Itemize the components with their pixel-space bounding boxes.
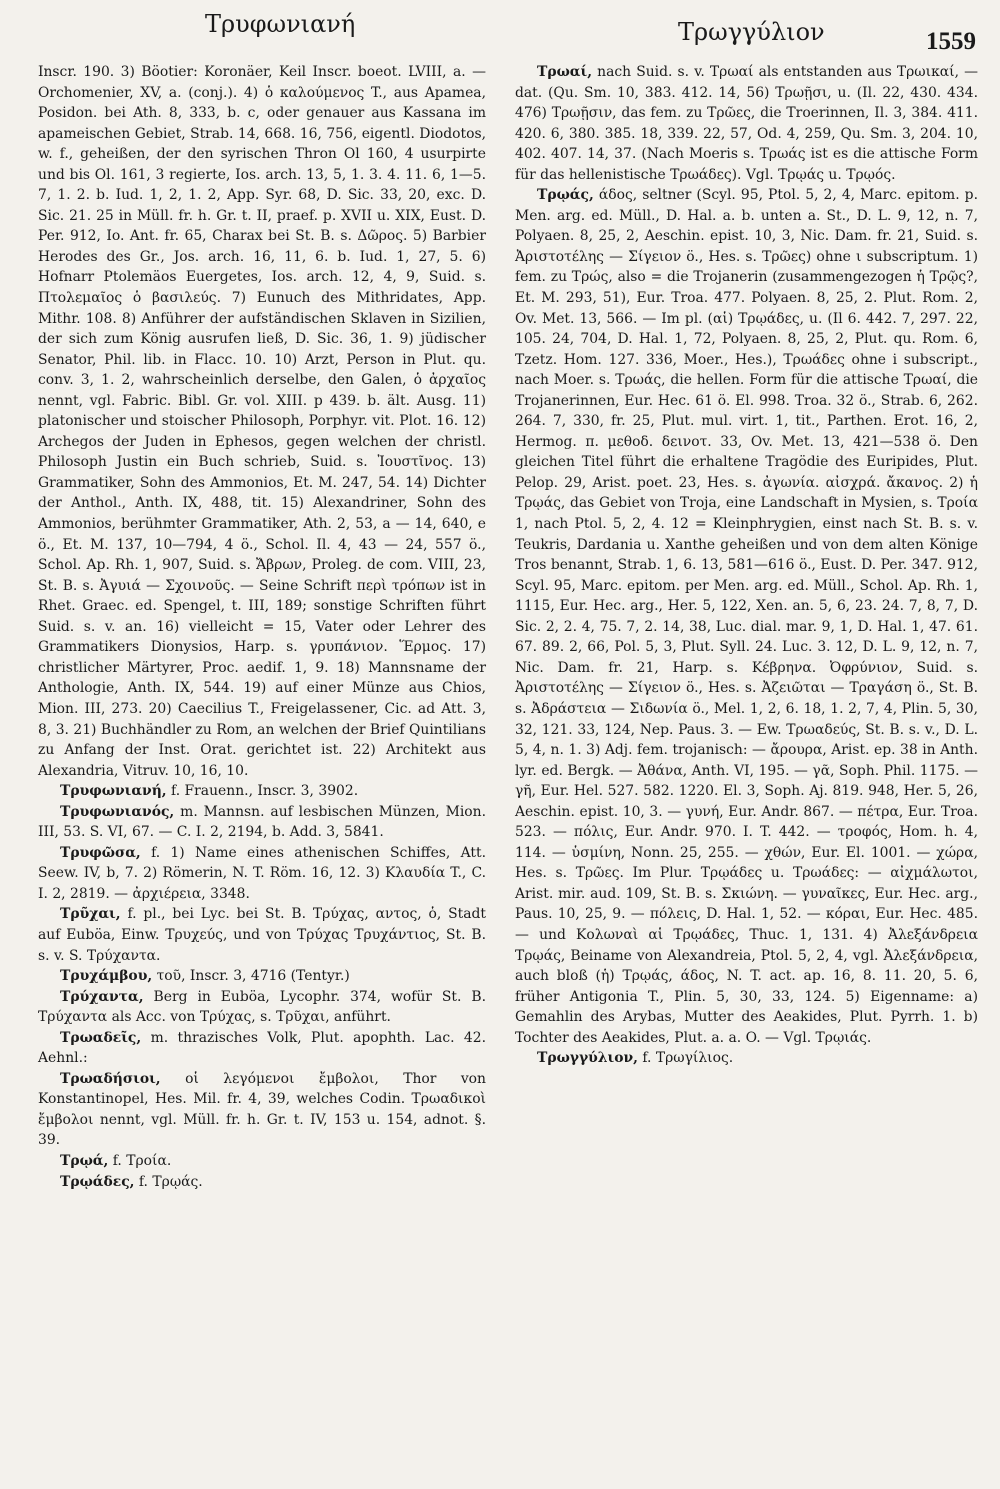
entry-text: f. Τροία. (108, 1152, 172, 1169)
running-head (0, 10, 1000, 60)
entry-text: f. Frauenn., Inscr. 3, 3902. (166, 783, 359, 800)
entry-text: άδος, seltner (Scyl. 95, Ptol. 5, 2, 4, Marc. epitom. p. Men. arg. ed. Müll., D. Hal. a. b. unten a. St., D. L. 9, 12, n. 7, Polyaen. 8, 25, 2, Aeschin. epist. 10, 3, Nic. Dam. fr. 21, Suid. s. Ἀριστοτέλης — Σίγειον ö., Hes. s. Τρῶες) ohne ι subscriptum. 1) fem. zu Τρώς, also = die Trojanerin (zusammengezogen ἡ Τρῷς?, Et. M. 293, 51), Eur. Troa. 477. Polyaen. 8, 25, 2. Plut. Rom. 2, Ov. Met. 13, 566. — Im pl. (αἱ) Τρῳάδες, u. (Il 6. 442. 7, 297. 22, 105. 24, 704, D. Hal. 1, 72, Polyaen. 8, 25, 2, Plut. qu. Rom. 6, Tzetz. Hom. 127. 336, Moer., Hes.), Τρωάδες ohne i subscript., nach Moer. s. Τρωάς, die hellen. Form für die attische Τρωαί, die Trojanerinnen, Eur. Hec. 61 ö. El. 998. Troa. 32 ö., Strab. 6, 262. 264. 7, 330, fr. 25, Plut. mul. virt. 1, tit., Parthen. Erot. 16, 2, Hermog. π. μεθοδ. δεινοτ. 33, Ov. Met. 13, 421—538 ö. Den gleichen Titel führt die erhaltene Tragödie des Euripides, Plut. Pelop. 29, Arist. poet. 23, Hes. s. ἀγωνία. αἰσχρά. ἄκανος. 2) ἡ Τρῳάς, das Gebiet von Troja, eine Landschaft in Mysien, s. Τροία 1, nach Ptol. 5, 2, 4. 12 = Kleinphrygien, einst nach St. B. s. v. Teukris, Dardania u. Xanthe geheißen und von dem alten Könige Tros benannt, Strab. 1, 6. 13, 581—616 ö., Eust. D. Per. 347. 912, Scyl. 95, Marc. epitom. per Men. arg. ed. Müll., Schol. Ap. Rh. 1, 1115, Eur. Hec. arg., Her. 5, 122, Xen. an. 5, 6, 23. 24. 7, 8, 7, D. Sic. 2, 2. 4, 75. 7, 2. 14, 38, Luc. dial. mar. 9, 1, D. Hal. 1, 47. 61. 67. 89. 2, 66, Pol. 5, 3, Plut. Syll. 24. Luc. 3. 12, D. L. 9, 12, n. 7, Nic. Dam. fr. 21, Harp. s. Κέβρηνα. Ὀφρύνιον, Suid. s. Ἀριστοτέλης — Σίγειον ö., Hes. s. Ἀζειῶται — Τραγάση ö., St. B. s. Ἀδράστεια — Σιδωνία ö., Mel. 1, 2, 6. 18, 1. 2, 7, 4, Plin. 5, 30, 32, 121. 33, 124, Nep. Paus. 3. — Ew. Τρωαδεύς, St. B. s. v., D. L. 5, 4, n. 1. 3) Adj. fem. trojanisch: — ἄρουρα, Arist. ep. 38 in Anth. lyr. ed. Bergk. — Ἀθάνα, Anth. VI, 195. — γᾶ, Soph. Phil. 1175. — γῆ, Eur. Hel. 527. 582. 1220. El. 3, Soph. Aj. 819. 948, Her. 5, 26, Aeschin. epist. 10, 3. — γυνή, Eur. Andr. 867. — πέτρα, Eur. Troa. 523. — πόλις, Eur. Andr. 970. I. T. 442. — τροφός, Hom. h. 4, 114. — ὑσμίνη, Nonn. 25, 255. — χθών, Eur. El. 1001. — χώρα, Hes. s. Τρῶες. Im Plur. Τρῳάδες u. Τρωάδες: — αἰχμάλωτοι, Arist. mir. aud. 109, St. B. s. Σκιώνη. — γυναῖκες, Eur. Hec. arg., Paus. 10, 25, 9. — πόλεις, D. Hal. 1, 52. — κόραι, Eur. Hec. 485. — und Κολωναὶ αἱ Τρῳάδες, Thuc. 1, 131. 4) Ἀλεξάνδρεια Τρῳάς, Beiname von Alexandreia, Ptol. 5, 2, 4, vgl. Ἀλεξάνδρεια, auch bloß (ἡ) Τρῳάς, άδος, N. T. act. ap. 16, 8. 11. 20, 5. 6, früher Antigonia T., Plin. 5, 30, 33, 124. 5) Eigenname: a) Gemahlin des Arybas, Mutter des Aeakides, Plut. Pyrrh. 1. b) Tochter des Aeakides, Plut. a. a. O. — Vgl. Τρῳιάς. (515, 187, 978, 1046)
dictionary-entry (515, 62, 978, 185)
entry-text: f. Τρῳάς. (134, 1173, 203, 1190)
dictionary-entry (38, 1172, 486, 1193)
left-column (38, 62, 486, 1192)
entry-headword: Τρυχάμβου, (60, 968, 153, 985)
dictionary-entry (38, 802, 486, 843)
dictionary-entry (38, 1028, 486, 1069)
dictionary-entry (515, 1048, 978, 1069)
entry-text: Inscr. 190. 3) Böotier: Koronäer, Keil Inscr. boeot. LVIII, a. — Orchomenier, XV, a. (conj.). 4) ὁ καλούμενος T., aus Apamea, Posidon. bei Ath. 8, 333, b. c, oder genauer aus Kassana im apameischen Gebiet, Strab. 14, 668. 16, 756, eigentl. Diodotos, w. f., geheißen, der den syrischen Thron Ol 160, 4 usurpirte und bis Ol. 161, 3 regierte, Ios. arch. 13, 5, 1. 3. 4. 11. 6, 1—5. 7, 1. 2. b. Iud. 1, 2, 1. 2, App. Syr. 68, D. Sic. 33, 20, exc. D. Sic. 21. 25 in Müll. fr. h. Gr. t. II, praef. p. XVII u. XIX, Eust. D. Per. 912, Io. Ant. fr. 65, Charax bei St. B. s. Δῶρος. 5) Barbier Herodes des Gr., Jos. arch. 16, 11, 6. b. Iud. 1, 27, 5. 6) Hofnarr Ptolemäos Euergetes, Ios. arch. 12, 4, 9, Suid. s. Πτολεμαῖος ὁ βασιλεύς. 7) Eunuch des Mithridates, App. Mithr. 108. 8) Anführer der aufständischen Sklaven in Sizilien, der sich zum König ausrufen ließ, D. Sic. 36, 1. 9) jüdischer Senator, Phil. lib. in Flacc. 10. 10) Arzt, Person in Plut. qu. conv. 3, 1. 2, wahrscheinlich derselbe, den Galen, ὁ ἀρχαῖος nennt, vgl. Fabric. Bibl. Gr. vol. XIII. p 439. b. ält. Ausg. 11) platonischer und stoischer Philosoph, Porphyr. vit. Plot. 16. 12) Archegos der Juden in Ephesos, gegen welchen der christl. Philosoph Justin ein Buch schrieb, Suid. s. Ἰουστῖνος. 13) Grammatiker, Sohn des Ammonios, Et. M. 247, 54. 14) Dichter der Anthol., Anth. IX, 488, tit. 15) Alexandriner, Sohn des Ammonios, berühmter Grammatiker, Ath. 2, 53, a — 14, 640, e ö., Et. M. 137, 10—794, 4 ö., Schol. Il. 4, 43 — 24, 557 ö., Schol. Ap. Rh. 1, 907, Suid. s. Ἄβρων, Proleg. de com. VIII, 23, St. B. s. Ἀγυιά — Σχοινοῦς. — Seine Schrift περὶ τρόπων ist in Rhet. Graec. ed. Spengel, t. III, 189; sonstige Schriften führt Suid. s. v. an. 16) vielleicht = 15, Vater oder Lehrer des Grammatikers Dionysios, Harp. s. γρυπάνιον. Ἕρμος. 17) christlicher Märtyrer, Proc. aedif. 1, 9. 18) Mannsname der Anthologie, Anth. IX, 544. 19) auf einer Münze aus Chios, Mion. III, 273. 20) Caecilius T., Freigelassener, Cic. ad Att. 3, 8, 3. 21) Buchhändler zu Rom, an welchen der Brief Quintilians zu Anfang der Inst. Orat. gerichtet ist. 22) Architekt aus Alexandria, Vitruv. 10, 16, 10. (38, 64, 486, 779)
dictionary-entry (38, 781, 486, 802)
entry-text: τοῦ, Inscr. 3, 4716 (Tentyr.) (152, 968, 350, 985)
entry-text: nach Suid. s. v. Τρωαί als entstanden aus Τρωικαί, — dat. (Qu. Sm. 10, 383. 412. 14, 56) Τρωῇσι, u. (Il. 22, 430. 434. 476) Τρωῇσιν, das fem. zu Τρῶες, die Troerinnen, Il. 3, 384. 411. 420. 6, 380. 385. 18, 339. 22, 57, Od. 4, 259, Qu. Sm. 3, 204. 10, 402. 407. 14, 37. (Nach Moeris s. Τρωάς ist es die attische Form für das hellenistische Τρωάδες). Vgl. Τρῳάς u. Τρῳός. (515, 64, 978, 183)
entry-headword: Τρῳάς, (537, 187, 594, 204)
dictionary-entry (38, 987, 486, 1028)
entry-text: οἱ λεγόμενοι ἔμβολοι, Thor von Konstantinopel, Hes. Mil. fr. 4, 39, welches Codin. Τρωαδικοὶ ἔμβολοι nennt, vgl. Müll. fr. h. Gr. t. IV, 153 u. 154, adnot. §. 39. (38, 1070, 486, 1149)
entry-text: f. Τρωγίλιος. (637, 1050, 734, 1067)
entry-headword: Τρωαδήσιοι, (60, 1070, 161, 1087)
entry-continuation (38, 62, 486, 781)
entry-headword: Τρυφωνιανή, (60, 783, 167, 800)
entry-headword: Τρυφῶσα, (60, 844, 141, 861)
dictionary-entry (38, 966, 486, 987)
dictionary-entry (38, 1151, 486, 1172)
entry-text: f. pl., bei Lyc. bei St. B. Τρύχας, αντος, ὁ, Stadt auf Euböa, Einw. Τρυχεύς, und von Τρύχας Τρυχάντιος, St. B. s. v. S. Τρύχαντα. (38, 906, 486, 964)
entry-headword: Τρωαδεῖς, (60, 1029, 142, 1046)
entry-headword: Τρωγγύλιον, (537, 1050, 638, 1067)
right-column (515, 62, 978, 1069)
dictionary-entry (38, 904, 486, 966)
page-number: 1559 (926, 28, 976, 55)
dictionary-entry (38, 843, 486, 905)
entry-text: f. 1) Name eines athenischen Schiffes, Att. Seew. IV, b, 7. 2) Römerin, N. T. Röm. 16, 12. 3) Κλαυδία T., C. I. 2, 2819. — ἀρχιέρεια, 3348. (38, 844, 486, 902)
entry-headword: Τρωαί, (537, 64, 593, 80)
entry-headword: Τρῦχαι, (60, 906, 121, 923)
entry-headword: Τρύχαντα, (60, 988, 144, 1005)
entry-headword: Τρῳάδες, (60, 1173, 135, 1190)
entry-headword: Τρυφωνιανός, (60, 803, 175, 820)
dictionary-entry (515, 185, 978, 1048)
dictionary-entry (38, 1069, 486, 1151)
entry-text: m. thrazisches Volk, Plut. apophth. Lac. 42. Aehnl.: (38, 1029, 486, 1067)
running-head-last-word: Τρωγγύλιον (678, 18, 825, 46)
entry-headword: Τρῳά, (60, 1152, 109, 1169)
entry-text: m. Mannsn. auf lesbischen Münzen, Mion. III, 53. S. VI, 67. — C. I. 2, 2194, b. Add. 3, 5841. (38, 803, 486, 841)
running-head-first-word: Τρυφωνιανή (205, 10, 356, 38)
entry-text: Berg in Euböa, Lycophr. 374, wofür St. B. Τρύχαντα als Acc. von Τρύχας, s. Τρῦχαι, anführt. (38, 988, 486, 1026)
